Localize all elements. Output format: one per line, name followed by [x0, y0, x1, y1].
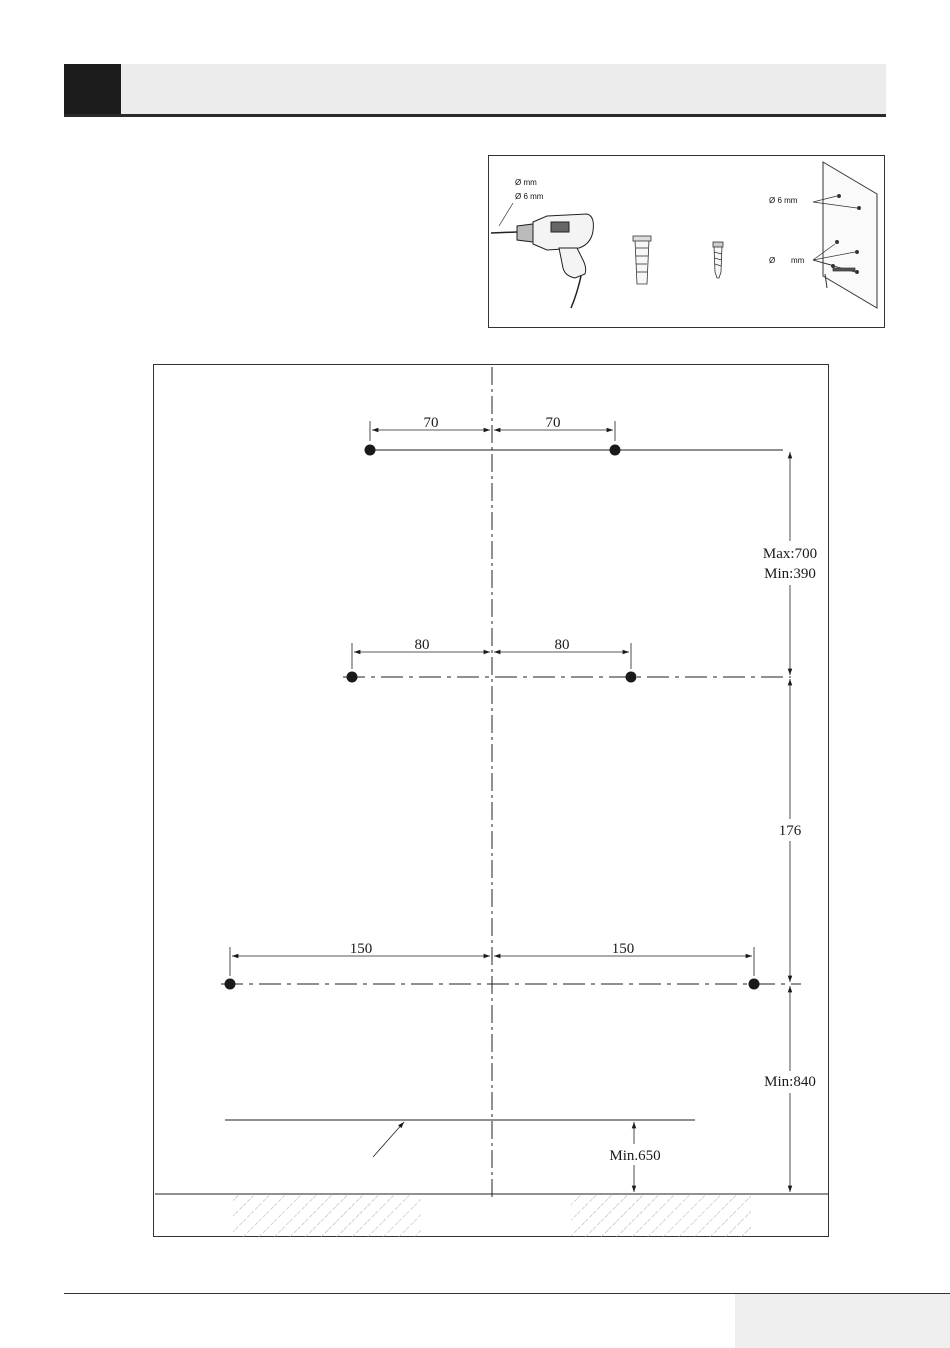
vertical-min-value: Min:390	[764, 566, 816, 582]
row1-right-hole	[610, 445, 621, 456]
row2-right-value: 80	[554, 637, 570, 653]
screw-size-symbol: Ø	[769, 256, 776, 265]
vertical-max-value: Max:700	[762, 546, 818, 562]
row1-left-hole	[365, 445, 376, 456]
hob-pointer	[373, 1122, 404, 1157]
hob-clearance-value: Min.650	[609, 1148, 661, 1164]
drill-icon	[491, 214, 593, 308]
screw-icon	[713, 242, 723, 278]
wall-panel-icon	[823, 162, 877, 308]
row1-right-value: 70	[545, 415, 561, 431]
footer-page-box	[735, 1294, 950, 1348]
row3-right-hole	[749, 979, 760, 990]
screw-size-unit: mm	[791, 256, 805, 265]
tools-illustration	[489, 156, 886, 329]
row1-left-value: 70	[423, 415, 439, 431]
row2-left-hole	[347, 672, 358, 683]
row3-left-hole	[225, 979, 236, 990]
drill-bit-label-bottom: Ø 6 mm	[515, 192, 544, 201]
section-number-block	[64, 64, 121, 114]
section-header-bar	[64, 64, 886, 114]
row3-right-value: 150	[611, 941, 635, 957]
drill-bit-label-top: Ø mm	[515, 178, 537, 187]
mounting-diagram	[154, 365, 830, 1238]
vertical-mid-value: 176	[778, 823, 802, 839]
wall-plug-icon	[633, 236, 651, 284]
screw-size-label-top: Ø 6 mm	[769, 196, 798, 205]
hatch-right	[571, 1195, 751, 1237]
row3-left-value: 150	[349, 941, 373, 957]
tools-illustration-box	[488, 155, 885, 328]
vertical-bottom-value: Min:840	[764, 1074, 816, 1090]
mounting-diagram-frame	[153, 364, 829, 1237]
hatch-left	[233, 1195, 421, 1237]
row2-left-value: 80	[414, 637, 430, 653]
header-rule	[64, 114, 886, 117]
row2-right-hole	[626, 672, 637, 683]
